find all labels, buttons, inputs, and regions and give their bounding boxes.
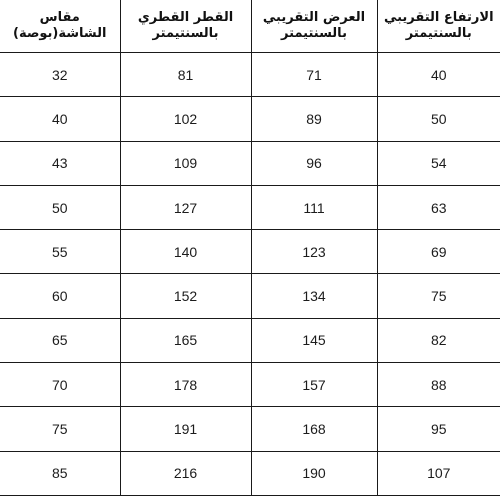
header-height-line2: بالسنتيمتر xyxy=(405,26,472,41)
table-row xyxy=(0,407,500,451)
cell-height: 50 xyxy=(377,97,500,141)
cell-height: 82 xyxy=(377,318,500,362)
table-row xyxy=(0,141,500,185)
table-row xyxy=(0,185,500,229)
header-diagonal-line1: القطر القطري xyxy=(137,10,234,25)
header-width-line1: العرض التقريبي xyxy=(262,10,366,25)
table-body xyxy=(0,53,500,496)
cell-screen-size: 55 xyxy=(0,230,120,274)
cell-width: 89 xyxy=(251,97,377,141)
cell-screen-size: 85 xyxy=(0,451,120,495)
cell-diagonal: 127 xyxy=(120,185,251,229)
table-row xyxy=(0,274,500,318)
cell-diagonal: 140 xyxy=(120,230,251,274)
cell-height: 95 xyxy=(377,407,500,451)
header-height-line1: الارتفاع التقريبي xyxy=(383,10,494,25)
table-row xyxy=(0,363,500,407)
cell-screen-size: 32 xyxy=(0,53,120,97)
cell-width: 134 xyxy=(251,274,377,318)
cell-width: 168 xyxy=(251,407,377,451)
table-header xyxy=(0,0,500,53)
cell-height: 69 xyxy=(377,230,500,274)
header-screen-size-line2: الشاشة(بوصة) xyxy=(13,26,107,41)
cell-width: 71 xyxy=(251,53,377,97)
header-width-line2: بالسنتيمتر xyxy=(281,26,347,41)
cell-diagonal: 165 xyxy=(120,318,251,362)
table-row xyxy=(0,230,500,274)
header-height xyxy=(377,0,500,53)
cell-diagonal: 81 xyxy=(120,53,251,97)
header-screen-size xyxy=(0,0,120,53)
cell-diagonal: 216 xyxy=(120,451,251,495)
cell-screen-size: 60 xyxy=(0,274,120,318)
cell-height: 107 xyxy=(377,451,500,495)
header-row xyxy=(0,0,500,53)
cell-diagonal: 178 xyxy=(120,363,251,407)
cell-width: 111 xyxy=(251,185,377,229)
cell-screen-size: 70 xyxy=(0,363,120,407)
cell-diagonal: 102 xyxy=(120,97,251,141)
cell-height: 40 xyxy=(377,53,500,97)
cell-screen-size: 75 xyxy=(0,407,120,451)
cell-width: 190 xyxy=(251,451,377,495)
cell-diagonal: 109 xyxy=(120,141,251,185)
cell-screen-size: 50 xyxy=(0,185,120,229)
cell-screen-size: 40 xyxy=(0,97,120,141)
header-diagonal xyxy=(120,0,251,53)
cell-width: 123 xyxy=(251,230,377,274)
cell-height: 54 xyxy=(377,141,500,185)
cell-width: 157 xyxy=(251,363,377,407)
header-diagonal-line2: بالسنتيمتر xyxy=(152,26,219,41)
cell-diagonal: 191 xyxy=(120,407,251,451)
header-screen-size-line1: مقاس xyxy=(39,10,80,25)
table-row xyxy=(0,97,500,141)
table-row xyxy=(0,451,500,495)
cell-width: 96 xyxy=(251,141,377,185)
cell-diagonal: 152 xyxy=(120,274,251,318)
table-row xyxy=(0,53,500,97)
table-row xyxy=(0,318,500,362)
header-width xyxy=(251,0,377,53)
cell-height: 88 xyxy=(377,363,500,407)
cell-height: 75 xyxy=(377,274,500,318)
cell-height: 63 xyxy=(377,185,500,229)
cell-screen-size: 65 xyxy=(0,318,120,362)
cell-width: 145 xyxy=(251,318,377,362)
cell-screen-size: 43 xyxy=(0,141,120,185)
